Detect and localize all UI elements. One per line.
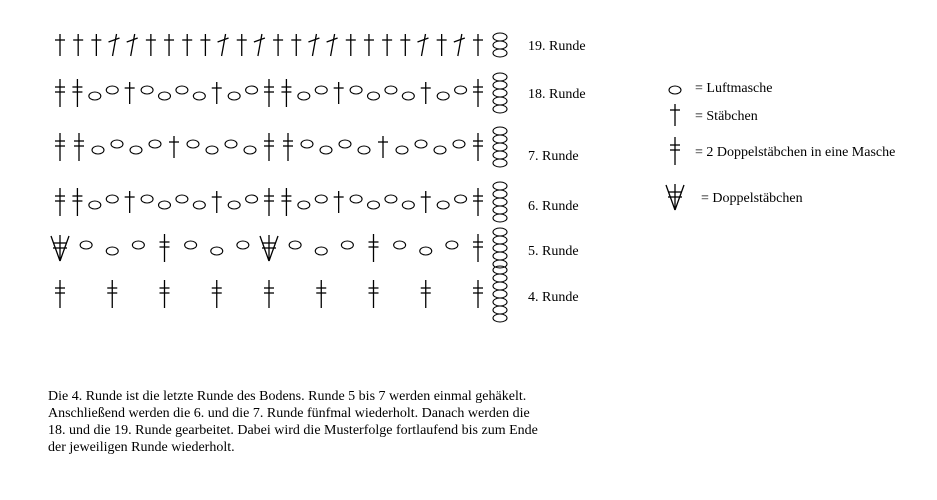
double-crochet-pair-symbol <box>55 79 65 107</box>
double-crochet-pair-symbol <box>264 133 274 161</box>
stabchen-symbol <box>670 104 680 126</box>
chain-symbol <box>493 49 507 57</box>
chain-symbol <box>493 198 507 206</box>
chain-symbol <box>493 143 507 151</box>
stabchen-symbol <box>364 34 374 56</box>
stabchen-symbol <box>212 191 222 213</box>
legend-item <box>670 137 895 165</box>
chain-symbol <box>193 92 205 100</box>
double-crochet-cluster-symbol <box>260 235 278 261</box>
chart-rows <box>51 33 586 322</box>
double-crochet-pair-symbol <box>473 188 483 216</box>
chain-symbol <box>493 151 507 159</box>
chain-symbol <box>493 236 507 244</box>
description-text <box>48 388 588 456</box>
chain-symbol <box>185 241 197 249</box>
chain-symbol <box>149 140 161 148</box>
chain-symbol <box>437 201 449 209</box>
double-crochet-cluster-symbol <box>51 235 69 261</box>
chain-symbol <box>301 140 313 148</box>
stabchen-symbol <box>437 34 447 56</box>
chain-symbol <box>455 86 467 94</box>
chain-symbol <box>402 201 414 209</box>
stabchen-symbol <box>125 82 135 104</box>
double-crochet-pair-symbol <box>473 133 483 161</box>
row-label: 4. Runde <box>528 290 579 305</box>
chain-symbol <box>320 146 332 154</box>
chain-symbol <box>493 81 507 89</box>
stabchen-symbol <box>400 34 410 56</box>
chain-symbol <box>493 190 507 198</box>
chain-symbol <box>493 127 507 135</box>
description-line: Die 4. Runde ist die letzte Runde des Bodens. Runde 5 bis 7 werden einmal gehäkelt. <box>48 389 527 404</box>
crossed-stabchen-symbol <box>417 34 428 56</box>
stabchen-symbol <box>169 136 179 158</box>
chain-symbol <box>493 33 507 41</box>
chain-symbol <box>493 97 507 105</box>
double-crochet-pair-symbol <box>55 133 65 161</box>
double-crochet-pair-symbol <box>72 79 82 107</box>
chain-symbol <box>493 266 507 274</box>
chain-column <box>493 228 507 268</box>
double-crochet-pair-symbol <box>369 280 379 308</box>
chain-symbol <box>493 105 507 113</box>
crossed-stabchen-symbol <box>454 34 465 56</box>
stabchen-symbol <box>55 34 65 56</box>
chain-column <box>493 73 507 113</box>
chart-row <box>55 127 579 167</box>
chain-symbol <box>493 306 507 314</box>
stabchen-symbol <box>421 82 431 104</box>
stabchen-symbol <box>421 191 431 213</box>
chain-symbol <box>368 92 380 100</box>
stabchen-symbol <box>473 34 483 56</box>
description-line: 18. und die 19. Runde gearbeitet. Dabei wird die Musterfolge fortlaufend bis zum Ende <box>48 423 538 438</box>
stabchen-symbol <box>346 34 356 56</box>
double-crochet-pair-symbol <box>316 280 326 308</box>
chain-symbol <box>420 247 432 255</box>
chain-symbol <box>176 86 188 94</box>
chain-symbol <box>493 252 507 260</box>
double-crochet-pair-symbol <box>107 280 117 308</box>
double-crochet-pair-symbol <box>264 188 274 216</box>
stabchen-symbol <box>125 191 135 213</box>
chain-symbol <box>493 282 507 290</box>
chain-symbol <box>368 201 380 209</box>
chain-symbol <box>225 140 237 148</box>
chain-symbol <box>341 241 353 249</box>
chain-symbol <box>176 195 188 203</box>
double-crochet-pair-symbol <box>473 234 483 262</box>
stabchen-symbol <box>212 82 222 104</box>
chain-symbol <box>415 140 427 148</box>
chain-symbol <box>89 201 101 209</box>
chain-symbol <box>493 314 507 322</box>
chain-symbol <box>385 195 397 203</box>
chart-row <box>55 73 586 113</box>
chain-symbol <box>350 195 362 203</box>
chain-symbol <box>453 140 465 148</box>
chain-symbol <box>493 298 507 306</box>
chain-symbol <box>92 146 104 154</box>
chain-symbol <box>434 146 446 154</box>
chart-row <box>51 228 579 268</box>
stabchen-symbol <box>182 34 192 56</box>
chain-symbol <box>106 195 118 203</box>
double-crochet-pair-symbol <box>264 79 274 107</box>
chain-symbol <box>246 195 258 203</box>
chain-symbol <box>446 241 458 249</box>
chain-symbol <box>493 244 507 252</box>
chain-symbol <box>396 146 408 154</box>
chain-symbol <box>187 140 199 148</box>
double-crochet-cluster-symbol <box>666 184 684 210</box>
stabchen-symbol <box>382 34 392 56</box>
double-crochet-pair-symbol <box>369 234 379 262</box>
chain-symbol <box>493 274 507 282</box>
stabchen-symbol <box>378 136 388 158</box>
crossed-stabchen-symbol <box>218 34 229 56</box>
chain-symbol <box>228 92 240 100</box>
row-label: 18. Runde <box>528 87 586 102</box>
chain-symbol <box>493 41 507 49</box>
description-line: Anschließend werden die 6. und die 7. Runde fünfmal wiederholt. Danach werden die <box>48 406 530 421</box>
chain-symbol <box>111 140 123 148</box>
stabchen-symbol <box>334 82 344 104</box>
chain-column <box>493 266 507 322</box>
chain-symbol <box>493 214 507 222</box>
stabchen-symbol <box>291 34 301 56</box>
chain-symbol <box>159 92 171 100</box>
chart-row <box>55 266 579 322</box>
chain-symbol <box>493 182 507 190</box>
legend-item <box>666 184 803 210</box>
chain-symbol <box>402 92 414 100</box>
stabchen-symbol <box>237 34 247 56</box>
stabchen-symbol <box>164 34 174 56</box>
double-crochet-pair-symbol <box>670 137 680 165</box>
double-crochet-pair-symbol <box>264 280 274 308</box>
chart-row <box>55 182 579 222</box>
chain-symbol <box>350 86 362 94</box>
chain-symbol <box>228 201 240 209</box>
stabchen-symbol <box>73 34 83 56</box>
chart-row <box>55 33 586 57</box>
chain-symbol <box>358 146 370 154</box>
chain-symbol <box>106 86 118 94</box>
chain-symbol <box>193 201 205 209</box>
chain-symbol <box>394 241 406 249</box>
row-label: 19. Runde <box>528 39 586 54</box>
chain-symbol <box>315 195 327 203</box>
chain-symbol <box>493 135 507 143</box>
stabchen-symbol <box>334 191 344 213</box>
double-crochet-pair-symbol <box>160 234 170 262</box>
double-crochet-pair-symbol <box>74 133 84 161</box>
chain-symbol <box>493 206 507 214</box>
row-label: 7. Runde <box>528 149 579 164</box>
chain-symbol <box>141 86 153 94</box>
chain-symbol <box>493 159 507 167</box>
double-crochet-pair-symbol <box>473 280 483 308</box>
chain-symbol <box>159 201 171 209</box>
chain-symbol <box>106 247 118 255</box>
double-crochet-pair-symbol <box>55 188 65 216</box>
chain-symbol <box>244 146 256 154</box>
crossed-stabchen-symbol <box>127 34 138 56</box>
chain-symbol <box>289 241 301 249</box>
chain-symbol <box>315 247 327 255</box>
stabchen-symbol <box>273 34 283 56</box>
legend-label: = Stäbchen <box>695 109 758 124</box>
legend-label: = Doppelstäbchen <box>701 191 803 206</box>
row-label: 5. Runde <box>528 244 579 259</box>
chain-symbol <box>80 241 92 249</box>
chain-symbol <box>206 146 218 154</box>
chain-symbol <box>237 241 249 249</box>
crossed-stabchen-symbol <box>327 34 338 56</box>
legend-item <box>669 81 772 96</box>
double-crochet-pair-symbol <box>281 79 291 107</box>
chain-symbol <box>315 86 327 94</box>
chain-column <box>493 33 507 57</box>
double-crochet-pair-symbol <box>421 280 431 308</box>
legend-item <box>670 104 758 126</box>
row-label: 6. Runde <box>528 199 579 214</box>
double-crochet-pair-symbol <box>72 188 82 216</box>
double-crochet-pair-symbol <box>283 133 293 161</box>
description-line: der jeweiligen Runde wiederholt. <box>48 440 235 455</box>
stabchen-symbol <box>146 34 156 56</box>
legend-label: = Luftmasche <box>695 81 773 96</box>
crossed-stabchen-symbol <box>109 34 120 56</box>
chain-symbol <box>385 86 397 94</box>
double-crochet-pair-symbol <box>473 79 483 107</box>
chain-symbol <box>89 92 101 100</box>
stabchen-symbol <box>200 34 210 56</box>
chain-symbol <box>437 92 449 100</box>
double-crochet-pair-symbol <box>160 280 170 308</box>
double-crochet-pair-symbol <box>281 188 291 216</box>
crossed-stabchen-symbol <box>308 34 319 56</box>
double-crochet-pair-symbol <box>55 280 65 308</box>
chain-symbol <box>141 195 153 203</box>
legend-label: = 2 Doppelstäbchen in eine Masche <box>695 145 896 160</box>
chain-column <box>493 182 507 222</box>
crossed-stabchen-symbol <box>254 34 265 56</box>
chain-symbol <box>493 73 507 81</box>
chain-symbol <box>211 247 223 255</box>
chain-symbol <box>493 290 507 298</box>
chain-symbol <box>339 140 351 148</box>
double-crochet-pair-symbol <box>212 280 222 308</box>
chain-column <box>493 127 507 167</box>
chain-symbol <box>669 86 681 94</box>
chain-symbol <box>298 201 310 209</box>
chain-symbol <box>130 146 142 154</box>
stabchen-symbol <box>91 34 101 56</box>
chain-symbol <box>246 86 258 94</box>
chain-symbol <box>493 89 507 97</box>
chain-symbol <box>132 241 144 249</box>
chain-symbol <box>298 92 310 100</box>
chain-symbol <box>455 195 467 203</box>
legend <box>666 81 895 210</box>
chain-symbol <box>493 228 507 236</box>
